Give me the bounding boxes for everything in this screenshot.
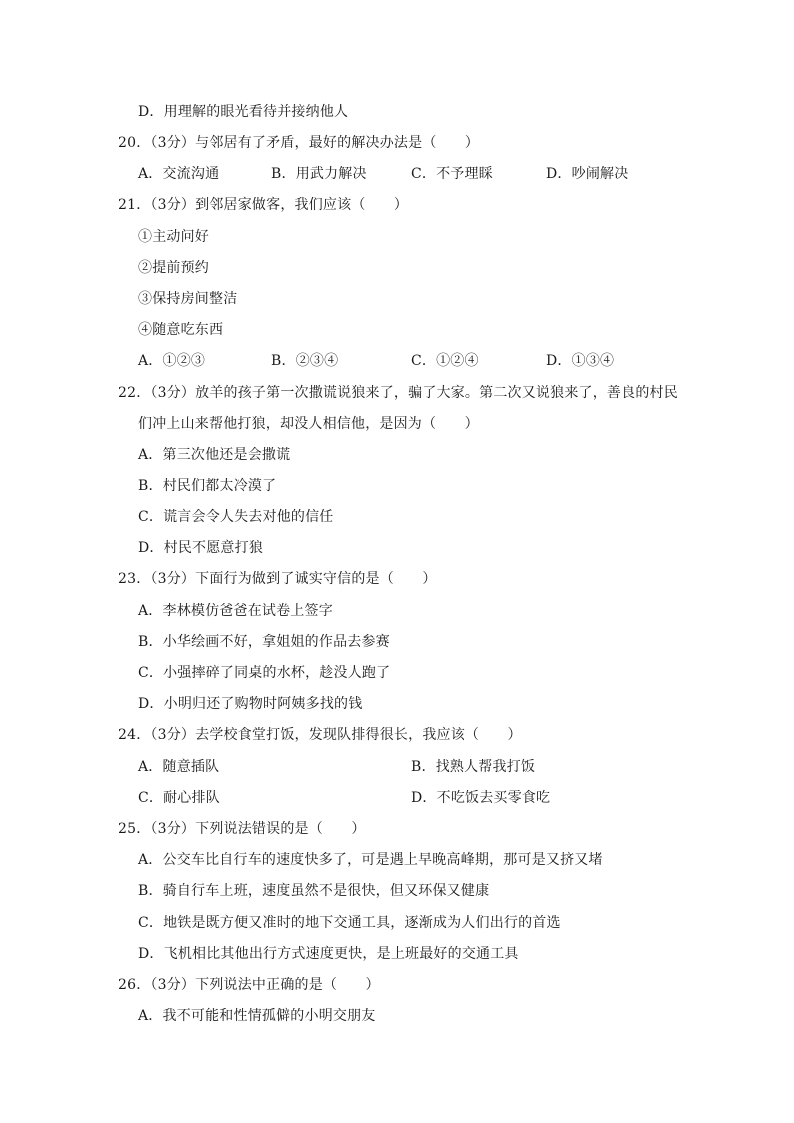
- q22-option-a: A．第三次他还是会撒谎: [138, 447, 291, 463]
- q24-option-c: C．耐心排队: [138, 790, 220, 806]
- q21-option-b: B．②③④: [271, 353, 339, 369]
- q21-option-c: C．①②④: [411, 353, 479, 369]
- q23-option-c: C．小强摔碎了同桌的水杯，趁没人跑了: [138, 665, 391, 681]
- q22-stem-line2: 们冲上山来帮他打狼，却没人相信他，是因为（ ）: [138, 416, 479, 432]
- q20-option-c: C．不予理睬: [411, 166, 493, 182]
- q22-option-c: C．谎言会令人失去对他的信任: [138, 509, 334, 525]
- q22-option-b: B．村民们都太冷漠了: [138, 478, 277, 494]
- q20-option-a: A．交流沟通: [138, 166, 220, 182]
- q23-option-b: B．小华绘画不好，拿姐姐的作品去参赛: [138, 634, 390, 650]
- q20-stem: 20．（3分）与邻居有了矛盾，最好的解决办法是（ ）: [118, 135, 480, 151]
- q21-stem: 21．（3分）到邻居家做客，我们应该（ ）: [118, 197, 409, 213]
- q21-statement-1: ①主动问好: [138, 229, 209, 245]
- q24-option-b: B．找熟人帮我打饭: [411, 759, 536, 775]
- q25-option-d: D．飞机相比其他出行方式速度更快，是上班最好的交通工具: [138, 946, 519, 962]
- q25-option-c: C．地铁是既方便又准时的地下交通工具，逐渐成为人们出行的首选: [138, 915, 561, 931]
- q23-stem: 23．（3分）下面行为做到了诚实守信的是（ ）: [118, 571, 437, 587]
- q21-statement-3: ③保持房间整洁: [138, 291, 238, 307]
- q21-option-d: D．①③④: [546, 353, 615, 369]
- q21-option-a: A．①②③: [138, 353, 206, 369]
- q23-option-a: A．李林模仿爸爸在试卷上签字: [138, 603, 333, 619]
- q26-stem: 26．（3分）下列说法中正确的是（ ）: [118, 977, 380, 993]
- q25-stem: 25．（3分）下列说法错误的是（ ）: [118, 821, 366, 837]
- q24-stem: 24．（3分）去学校食堂打饭，发现队排得很长，我应该（ ）: [118, 727, 522, 743]
- q19-option-d: D．用理解的眼光看待并接纳他人: [138, 104, 349, 120]
- q22-option-d: D．村民不愿意打狼: [138, 540, 264, 556]
- q22-stem-line1: 22．（3分）放羊的孩子第一次撒谎说狼来了，骗了大家。第二次又说狼来了，善良的村民: [118, 385, 678, 401]
- q25-option-a: A．公交车比自行车的速度快多了，可是遇上早晚高峰期，那可是又挤又堵: [138, 852, 603, 868]
- q25-option-b: B．骑自行车上班，速度虽然不是很快，但又环保又健康: [138, 883, 490, 899]
- q20-option-d: D．吵闹解决: [546, 166, 629, 182]
- q24-option-a: A．随意插队: [138, 759, 220, 775]
- q21-statement-4: ④随意吃东西: [138, 322, 224, 338]
- q20-option-b: B．用武力解决: [271, 166, 367, 182]
- q24-option-d: D．不吃饭去买零食吃: [411, 790, 551, 806]
- q26-option-a: A．我不可能和性情孤僻的小明交朋友: [138, 1008, 376, 1024]
- q23-option-d: D．小明归还了购物时阿姨多找的钱: [138, 696, 363, 712]
- q21-statement-2: ②提前预约: [138, 260, 209, 276]
